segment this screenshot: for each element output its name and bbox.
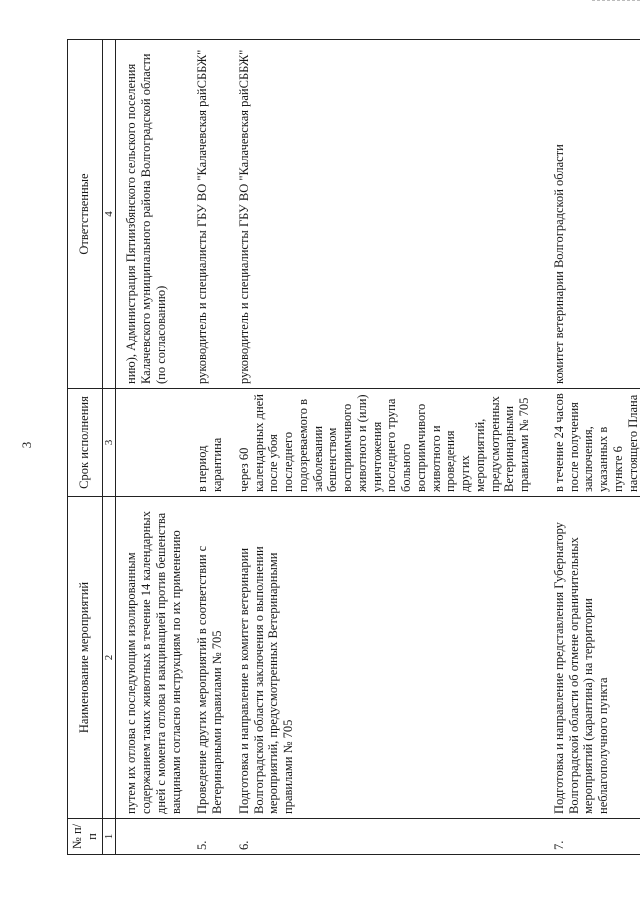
table-row	[227, 40, 534, 855]
column-number: 1	[102, 819, 116, 855]
column-number-row	[102, 40, 116, 855]
column-number: 2	[102, 497, 116, 819]
row-resp: комитет ветеринарии Волгоградской области	[534, 40, 640, 389]
scan-edge-mark	[592, 0, 640, 2]
row-name: путем их отлова с последующим изолированным содержанием таких животных в течение 14 календарных дней с момента отлова и вакцинацией против бешенства вакцинами согласно инструкциям по их применению	[116, 497, 186, 819]
measures-table	[67, 39, 640, 855]
row-resp: нию), Администрация Пятиизбянского сельского поселения Калачевского муниципального района Волгоградской области (по согласованию)	[116, 40, 186, 389]
row-term	[116, 389, 186, 497]
column-number: 3	[102, 389, 116, 497]
header-name: Наименование мероприятий	[68, 497, 103, 819]
row-num: 5.	[185, 819, 227, 855]
row-term: в период карантина	[185, 389, 227, 497]
row-num	[116, 819, 186, 855]
row-resp: руководитель и специалисты ГБУ ВО "Калачевская райСББЖ"	[227, 40, 534, 389]
row-name: Проведение других мероприятий в соответствии с Ветеринарными правилами № 705	[185, 497, 227, 819]
page-number: 3	[19, 441, 34, 449]
table-row	[116, 40, 186, 855]
table-header-row	[68, 40, 103, 855]
header-num: № п/п	[68, 819, 103, 855]
rotated-table-container	[67, 40, 640, 855]
row-num: 7.	[534, 819, 640, 855]
column-number: 4	[102, 40, 116, 389]
row-num: 6.	[227, 819, 534, 855]
row-name: Подготовка и направление представления Губернатору Волгоградской области об отмене ограничительных мероприятий (карантина) на территории неблагополучного пункта	[534, 497, 640, 819]
row-resp: руководитель и специалисты ГБУ ВО "Калачевская райСББЖ"	[185, 40, 227, 389]
row-term: через 60 календарных дней после убоя последнего подозреваемого в заболевании бешенством восприимчивого животного и (или) уничтожения последнего трупа больного восприимчивого животного и проведения других мероприятий, предусмотренных Ветеринарными правилами № 705	[227, 389, 534, 497]
table-row	[185, 40, 227, 855]
header-resp: Ответственные	[68, 40, 103, 389]
header-term: Срок исполнения	[68, 389, 103, 497]
row-name: Подготовка и направление в комитет ветеринарии Волгоградской области заключения о выполнении мероприятий, предусмотренных Ветеринарными правилами № 705	[227, 497, 534, 819]
table-row	[534, 40, 640, 855]
row-term: в течение 24 часов после получения заключения, указанных в пункте 6 настоящего Плана	[534, 389, 640, 497]
